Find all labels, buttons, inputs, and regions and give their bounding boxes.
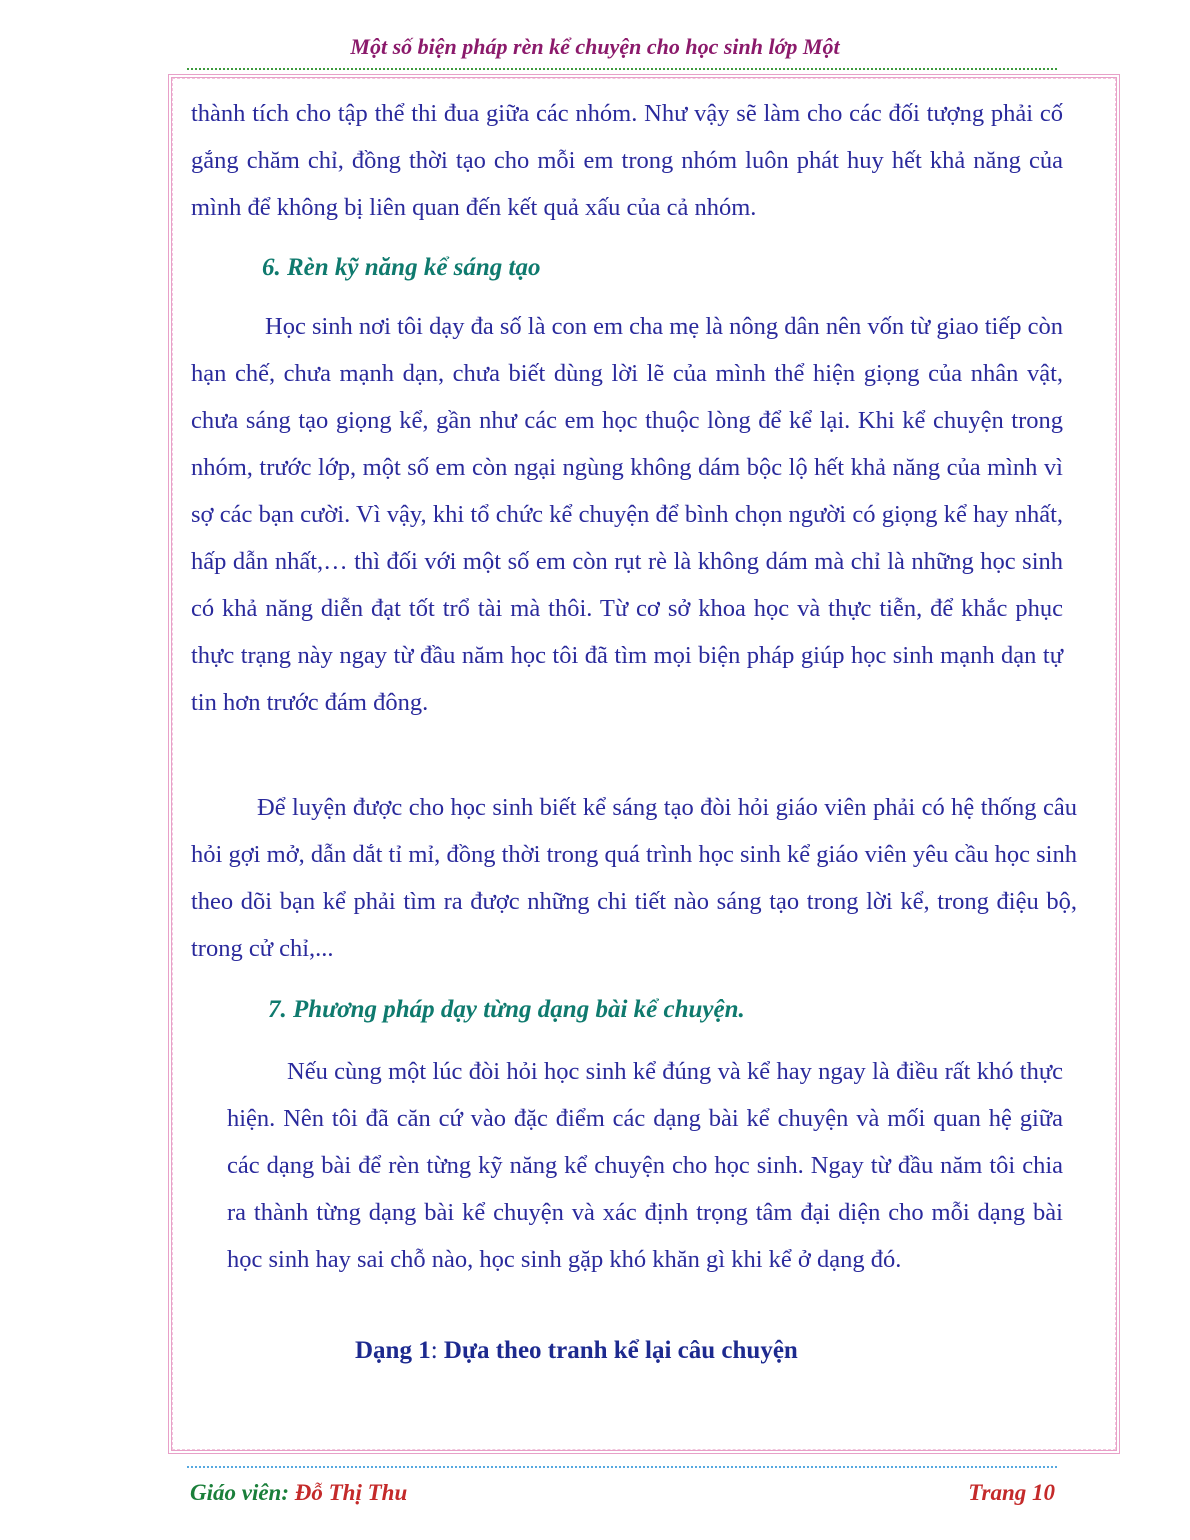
- footer-teacher: [190, 1480, 407, 1506]
- lesson-type-heading: [355, 1337, 798, 1365]
- header-divider: [187, 68, 1057, 70]
- paragraph-section-7: Nếu cùng một lúc đòi hỏi học sinh kể đúng và kể hay ngay là điều rất khó thực hiện. Nên tôi đã căn cứ vào đặc điểm các dạng bài kể chuyện và mối quan hệ giữa các dạng bài để rèn từng kỹ năng kể chuyện cho học sinh. Ngay từ đầu năm tôi chia ra thành từng dạng bài kể chuyện và xác định trọng tâm đại diện cho mỗi dạng bài học sinh hay sai chỗ nào, học sinh gặp khó khăn gì khi kể ở dạng đó.: [227, 1058, 1063, 1273]
- paragraph-section-6: Học sinh nơi tôi dạy đa số là con em cha mẹ là nông dân nên vốn từ giao tiếp còn hạn chế, chưa mạnh dạn, chưa biết dùng lời lẽ của mình thể hiện giọng của nhân vật, chưa sáng tạo giọng kể, gần như các em học thuộc lòng để kể lại. Khi kể chuyện trong nhóm, trước lớp, một số em còn ngại ngùng không dám bộc lộ hết khả năng của mình vì sợ các bạn cười. Vì vậy, khi tổ chức kể chuyện để bình chọn người có giọng kể hay nhất, hấp dẫn nhất,… thì đối với một số em còn rụt rè là không dám mà chỉ là những học sinh có khả năng diễn đạt tốt trổ tài mà thôi. Từ cơ sở khoa học và thực tiễn, để khắc phục thực trạng này ngay từ đầu năm học tôi đã tìm mọi biện pháp giúp học sinh mạnh dạn tự tin hơn trước đám đông.: [191, 313, 1063, 716]
- footer-divider: [187, 1466, 1057, 1468]
- footer-page-number: Trang 10: [968, 1480, 1055, 1505]
- lesson-type-separator: :: [430, 1337, 444, 1364]
- page-header-title: Một số biện pháp rèn kể chuyện cho học sinh lớp Một: [350, 34, 840, 59]
- section-heading-7: 7. Phương pháp dạy từng dạng bài kể chuyện.: [268, 996, 745, 1023]
- section-heading-6: 6. Rèn kỹ năng kể sáng tạo: [262, 254, 541, 281]
- lesson-type-text: Dựa theo tranh kể lại câu chuyện: [443, 1337, 798, 1364]
- paragraph-creative-storytelling: Để luyện được cho học sinh biết kể sáng tạo đòi hỏi giáo viên phải có hệ thống câu hỏi gợi mở, dẫn dắt tỉ mỉ, đồng thời trong quá trình học sinh kể giáo viên yêu cầu học sinh theo dõi bạn kể phải tìm ra được những chi tiết nào sáng tạo trong lời kể, trong điệu bộ, trong cử chỉ,...: [191, 794, 1077, 962]
- footer-teacher-name: Đỗ Thị Thu: [294, 1480, 408, 1505]
- footer-teacher-label: Giáo viên:: [190, 1480, 290, 1505]
- paragraph-continuation: thành tích cho tập thể thi đua giữa các nhóm. Như vậy sẽ làm cho các đối tượng phải cố gắng chăm chỉ, đồng thời tạo cho mỗi em trong nhóm luôn phát huy hết khả năng của mình để không bị liên quan đến kết quả xấu của cả nhóm.: [191, 100, 1063, 221]
- lesson-type-label: Dạng 1: [355, 1337, 431, 1364]
